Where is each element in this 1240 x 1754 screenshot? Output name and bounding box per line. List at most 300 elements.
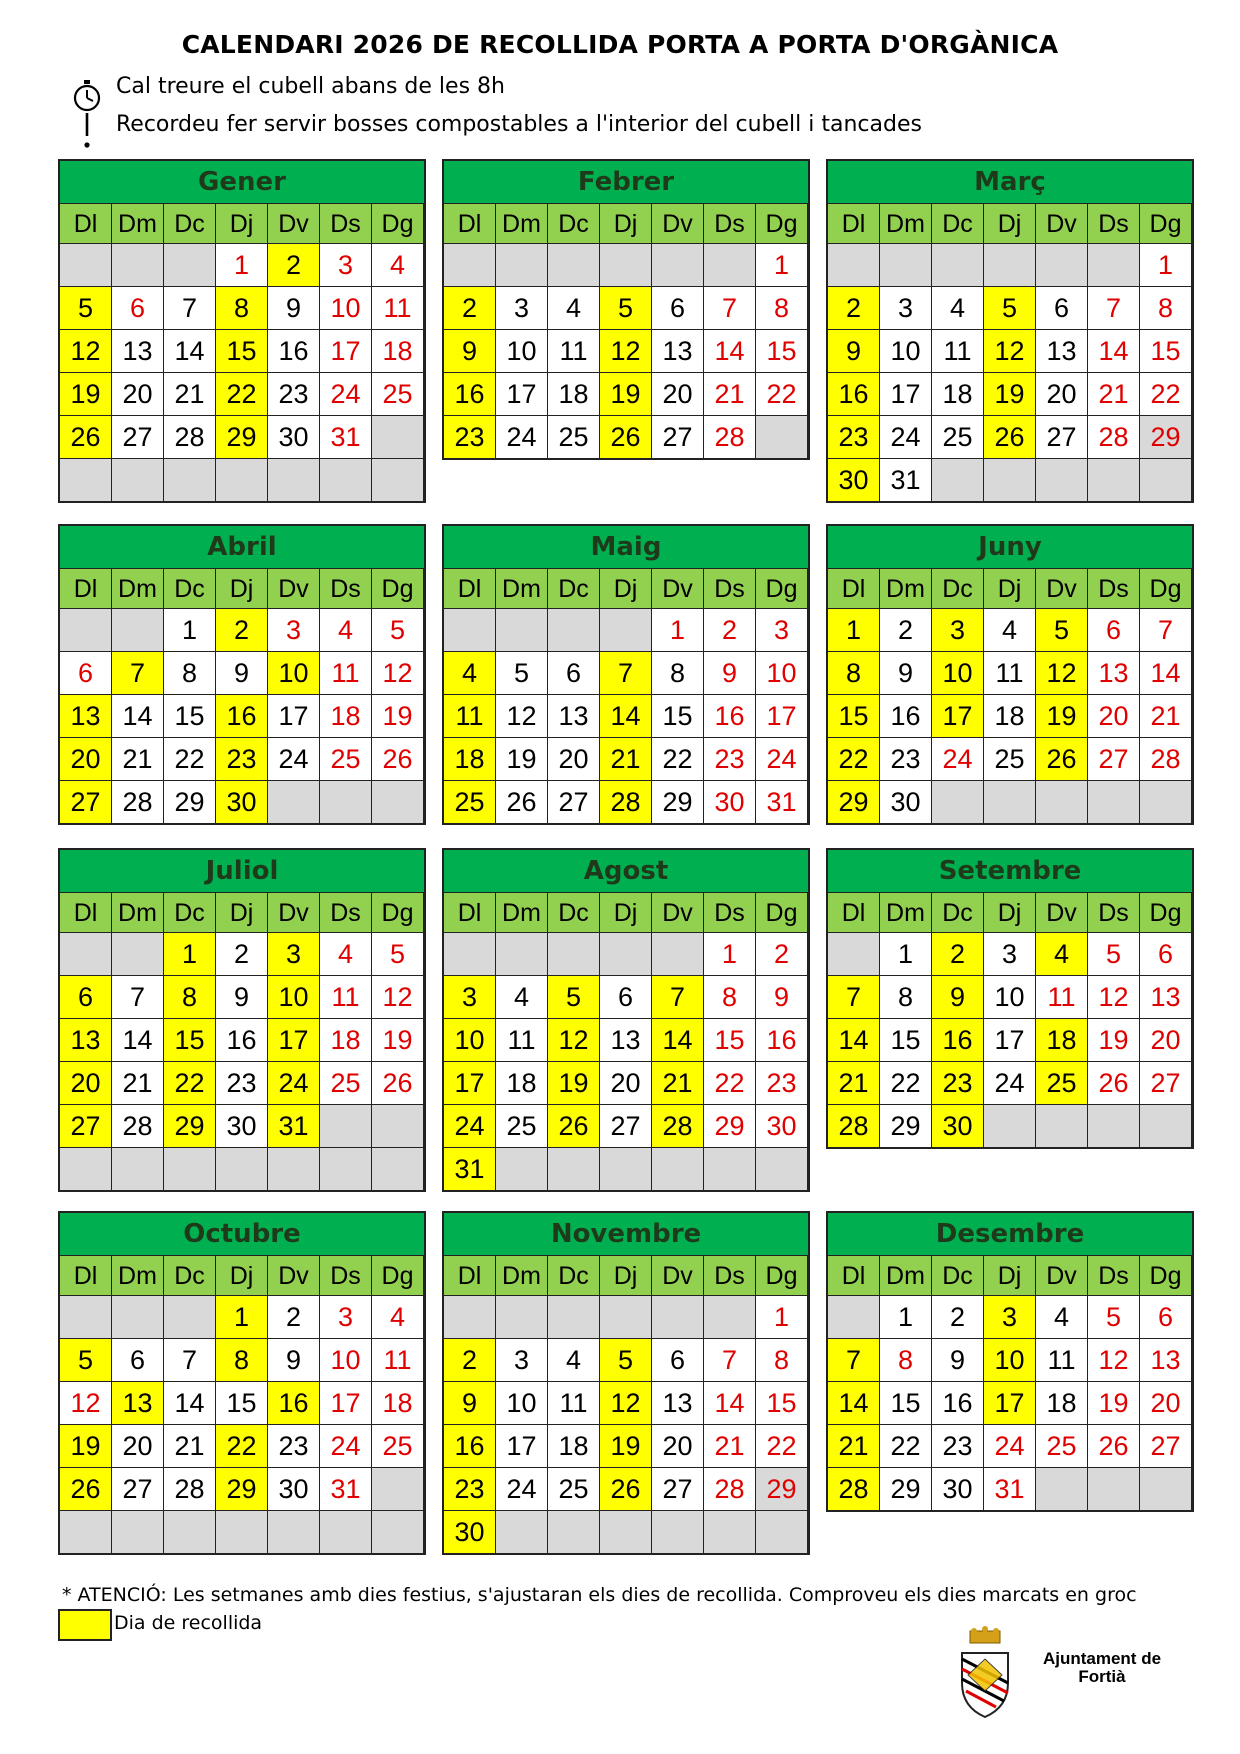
- day-cell: 21: [164, 373, 215, 415]
- day-cell: 1: [756, 244, 807, 286]
- day-cell: 24: [496, 416, 547, 458]
- collection-day-cell: 21: [828, 1425, 879, 1467]
- day-cell: 27: [548, 781, 599, 823]
- day-cell: 17: [320, 330, 371, 372]
- collection-day-cell: 16: [828, 373, 879, 415]
- weekday-label: Dj: [984, 1256, 1035, 1295]
- empty-day-cell: [112, 1511, 163, 1553]
- day-cell: 16: [704, 695, 755, 737]
- day-cell: 1: [756, 1296, 807, 1338]
- collection-day-cell: 22: [828, 738, 879, 780]
- weekday-label: Dl: [828, 204, 879, 243]
- weekday-label: Dm: [112, 1256, 163, 1295]
- day-cell: 28: [1140, 738, 1191, 780]
- collection-day-cell: 9: [932, 976, 983, 1018]
- collection-day-cell: 5: [60, 1339, 111, 1381]
- day-cell: 7: [704, 287, 755, 329]
- day-cell: 25: [1036, 1425, 1087, 1467]
- day-cell: 1: [164, 609, 215, 651]
- day-cell: 11: [548, 330, 599, 372]
- logo-name: [1032, 1650, 1172, 1686]
- collection-day-cell: 2: [268, 244, 319, 286]
- weekday-label: Dg: [756, 204, 807, 243]
- empty-day-cell: [932, 459, 983, 501]
- weekday-label: Dv: [268, 1256, 319, 1295]
- empty-day-cell: [600, 609, 651, 651]
- day-cell: 23: [268, 1425, 319, 1467]
- empty-day-cell: [164, 1148, 215, 1190]
- day-cell: 3: [320, 244, 371, 286]
- day-cell: 7: [164, 1339, 215, 1381]
- empty-day-cell: [984, 244, 1035, 286]
- day-cell: 3: [984, 933, 1035, 975]
- empty-day-cell: [60, 459, 111, 501]
- day-cell: 11: [1036, 1339, 1087, 1381]
- week-row: [60, 1338, 424, 1381]
- collection-day-cell: 8: [216, 287, 267, 329]
- weekday-label: Dg: [1140, 893, 1191, 932]
- weekday-label: Dm: [880, 893, 931, 932]
- month-setembre: [826, 848, 1194, 1149]
- day-cell: 21: [112, 1062, 163, 1104]
- empty-day-cell: [548, 244, 599, 286]
- empty-day-cell: [60, 933, 111, 975]
- empty-day-cell: [164, 1296, 215, 1338]
- day-cell: 13: [652, 1382, 703, 1424]
- day-cell: 13: [112, 330, 163, 372]
- day-cell: 8: [756, 287, 807, 329]
- day-cell: 22: [880, 1425, 931, 1467]
- day-cell: 24: [320, 1425, 371, 1467]
- day-cell: 4: [548, 1339, 599, 1381]
- day-cell: 6: [1036, 287, 1087, 329]
- week-row: [60, 1147, 424, 1190]
- weekday-label: Dg: [756, 1256, 807, 1295]
- empty-day-cell: [1036, 781, 1087, 823]
- day-cell: 25: [548, 416, 599, 458]
- empty-day-cell: [268, 1511, 319, 1553]
- weekday-label: Dc: [164, 569, 215, 608]
- day-cell: 18: [496, 1062, 547, 1104]
- empty-day-cell: [216, 459, 267, 501]
- day-cell: 6: [112, 1339, 163, 1381]
- weekday-label: Dm: [880, 569, 931, 608]
- week-row: [444, 975, 808, 1018]
- day-cell: 1: [880, 933, 931, 975]
- week-row: [828, 694, 1192, 737]
- day-cell: 9: [880, 652, 931, 694]
- collection-day-cell: 1: [164, 933, 215, 975]
- collection-day-cell: 5: [984, 287, 1035, 329]
- week-row: [444, 694, 808, 737]
- week-row: [60, 1424, 424, 1467]
- day-cell: 5: [496, 652, 547, 694]
- weekday-label: Ds: [704, 204, 755, 243]
- day-cell: 24: [320, 373, 371, 415]
- day-cell: 19: [1088, 1019, 1139, 1061]
- weekday-header-row: [444, 892, 808, 932]
- day-cell: 30: [216, 1105, 267, 1147]
- week-row: [444, 932, 808, 975]
- weekday-label: Dj: [216, 893, 267, 932]
- weekday-label: Dl: [444, 204, 495, 243]
- day-cell: 22: [756, 1425, 807, 1467]
- collection-day-cell: 14: [600, 695, 651, 737]
- collection-day-cell: 23: [444, 416, 495, 458]
- week-row: [828, 608, 1192, 651]
- empty-day-cell: [984, 781, 1035, 823]
- collection-day-cell: 5: [600, 1339, 651, 1381]
- week-row: [60, 458, 424, 501]
- collection-day-cell: 26: [60, 1468, 111, 1510]
- week-row: [444, 780, 808, 823]
- day-cell: 17: [880, 373, 931, 415]
- empty-day-cell: [880, 244, 931, 286]
- day-cell: 17: [320, 1382, 371, 1424]
- day-cell: 31: [880, 459, 931, 501]
- day-cell: 15: [1140, 330, 1191, 372]
- empty-day-cell: [372, 781, 423, 823]
- empty-day-cell: [164, 459, 215, 501]
- day-cell: 17: [756, 695, 807, 737]
- week-row: [60, 694, 424, 737]
- empty-day-cell: [216, 1511, 267, 1553]
- day-cell: 21: [1088, 373, 1139, 415]
- collection-day-cell: 26: [548, 1105, 599, 1147]
- empty-day-cell: [372, 1148, 423, 1190]
- collection-day-cell: 9: [444, 330, 495, 372]
- weekday-label: Dg: [372, 569, 423, 608]
- empty-day-cell: [60, 1511, 111, 1553]
- collection-day-cell: 1: [216, 1296, 267, 1338]
- weekday-label: Ds: [320, 893, 371, 932]
- legend-label: Dia de recollida: [114, 1612, 263, 1634]
- day-cell: 27: [1140, 1425, 1191, 1467]
- collection-day-cell: 23: [216, 738, 267, 780]
- collection-day-cell: 18: [1036, 1019, 1087, 1061]
- weekday-label: Dj: [216, 1256, 267, 1295]
- weekday-label: Ds: [1088, 1256, 1139, 1295]
- day-cell: 19: [372, 1019, 423, 1061]
- day-cell: 6: [652, 287, 703, 329]
- collection-day-cell: 25: [1036, 1062, 1087, 1104]
- day-cell: 19: [496, 738, 547, 780]
- weekday-label: Dg: [1140, 204, 1191, 243]
- weekday-label: Dm: [496, 893, 547, 932]
- empty-day-cell: [268, 459, 319, 501]
- collection-day-cell: 12: [548, 1019, 599, 1061]
- day-cell: 21: [112, 738, 163, 780]
- weekday-label: Dv: [268, 569, 319, 608]
- collection-day-cell: 2: [932, 933, 983, 975]
- month-name: Abril: [60, 526, 424, 568]
- empty-day-cell: [496, 933, 547, 975]
- day-cell: 14: [164, 330, 215, 372]
- month-desembre: [826, 1211, 1194, 1512]
- collection-day-cell: 11: [444, 695, 495, 737]
- collection-day-cell: 14: [652, 1019, 703, 1061]
- weekday-label: Ds: [704, 569, 755, 608]
- weekday-label: Dl: [828, 893, 879, 932]
- weekday-label: Dj: [600, 204, 651, 243]
- day-cell: 28: [704, 416, 755, 458]
- day-cell: 28: [112, 1105, 163, 1147]
- day-cell: 29: [880, 1105, 931, 1147]
- day-cell: 10: [320, 1339, 371, 1381]
- week-row: [60, 737, 424, 780]
- collection-day-cell: 21: [828, 1062, 879, 1104]
- collection-day-cell: 17: [932, 695, 983, 737]
- empty-day-cell: [1088, 244, 1139, 286]
- day-cell: 17: [496, 373, 547, 415]
- empty-day-cell: [1036, 1105, 1087, 1147]
- day-cell: 15: [704, 1019, 755, 1061]
- day-cell: 7: [164, 287, 215, 329]
- empty-day-cell: [320, 1105, 371, 1147]
- week-row: [60, 329, 424, 372]
- day-cell: 6: [548, 652, 599, 694]
- collection-day-cell: 5: [548, 976, 599, 1018]
- day-cell: 4: [320, 933, 371, 975]
- empty-day-cell: [932, 781, 983, 823]
- collection-day-cell: 7: [652, 976, 703, 1018]
- day-cell: 30: [756, 1105, 807, 1147]
- day-cell: 28: [164, 416, 215, 458]
- collection-day-cell: 10: [268, 652, 319, 694]
- week-row: [60, 1510, 424, 1553]
- collection-day-cell: 24: [444, 1105, 495, 1147]
- day-cell: 22: [704, 1062, 755, 1104]
- week-row: [828, 415, 1192, 458]
- day-cell: 26: [496, 781, 547, 823]
- week-row: [828, 651, 1192, 694]
- empty-day-cell: [548, 933, 599, 975]
- empty-day-cell: [1088, 459, 1139, 501]
- collection-day-cell: 17: [984, 1382, 1035, 1424]
- day-cell: 11: [496, 1019, 547, 1061]
- week-row: [444, 1061, 808, 1104]
- week-row: [444, 608, 808, 651]
- collection-day-cell: 23: [932, 1062, 983, 1104]
- week-row: [828, 1338, 1192, 1381]
- day-cell: 10: [496, 330, 547, 372]
- day-cell: 8: [704, 976, 755, 1018]
- day-cell: 29: [652, 781, 703, 823]
- day-cell: 20: [1088, 695, 1139, 737]
- weekday-label: Dj: [600, 1256, 651, 1295]
- week-row: [828, 458, 1192, 501]
- week-row: [444, 737, 808, 780]
- weekday-label: Dg: [756, 569, 807, 608]
- collection-day-cell: 30: [828, 459, 879, 501]
- month-name: Juny: [828, 526, 1192, 568]
- empty-day-cell: [1036, 459, 1087, 501]
- day-cell: 27: [112, 1468, 163, 1510]
- collection-day-cell: 27: [60, 1105, 111, 1147]
- day-cell: 30: [268, 416, 319, 458]
- weekday-label: Dm: [112, 893, 163, 932]
- day-cell: 5: [372, 609, 423, 651]
- weekday-label: Ds: [1088, 204, 1139, 243]
- weekday-label: Dc: [932, 569, 983, 608]
- day-cell: 15: [880, 1019, 931, 1061]
- day-cell: 14: [1088, 330, 1139, 372]
- month-mar: [826, 159, 1194, 503]
- empty-day-cell: [496, 1148, 547, 1190]
- day-cell: 12: [372, 976, 423, 1018]
- weekday-label: Dl: [828, 1256, 879, 1295]
- collection-day-cell: 24: [268, 1062, 319, 1104]
- collection-day-cell: 26: [984, 416, 1035, 458]
- weekday-label: Dg: [372, 1256, 423, 1295]
- empty-day-cell: [932, 244, 983, 286]
- empty-day-cell: [268, 781, 319, 823]
- weekday-label: Dc: [548, 1256, 599, 1295]
- empty-day-cell: [1088, 1468, 1139, 1510]
- empty-day-cell: [164, 1511, 215, 1553]
- empty-day-cell: [268, 1148, 319, 1190]
- day-cell: 11: [372, 1339, 423, 1381]
- weekday-label: Dc: [164, 204, 215, 243]
- weekday-label: Ds: [320, 204, 371, 243]
- collection-day-cell: 7: [112, 652, 163, 694]
- day-cell: 28: [704, 1468, 755, 1510]
- empty-day-cell: [372, 1468, 423, 1510]
- collection-day-cell: 19: [548, 1062, 599, 1104]
- weekday-label: Dc: [932, 204, 983, 243]
- week-row: [60, 780, 424, 823]
- weekday-header-row: [444, 1255, 808, 1295]
- empty-day-cell: [652, 1148, 703, 1190]
- day-cell: 31: [984, 1468, 1035, 1510]
- weekday-header-row: [60, 1255, 424, 1295]
- collection-day-cell: 10: [932, 652, 983, 694]
- day-cell: 27: [652, 416, 703, 458]
- day-cell: 11: [320, 652, 371, 694]
- empty-day-cell: [496, 244, 547, 286]
- day-cell: 20: [1140, 1382, 1191, 1424]
- day-cell: 21: [1140, 695, 1191, 737]
- day-cell: 18: [320, 1019, 371, 1061]
- day-cell: 5: [1088, 933, 1139, 975]
- day-cell: 18: [548, 1425, 599, 1467]
- day-cell: 18: [372, 330, 423, 372]
- day-cell: 2: [756, 933, 807, 975]
- week-row: [444, 1381, 808, 1424]
- day-cell: 14: [1140, 652, 1191, 694]
- month-febrer: [442, 159, 810, 460]
- day-cell: 27: [112, 416, 163, 458]
- weekday-label: Dg: [756, 893, 807, 932]
- week-row: [60, 1467, 424, 1510]
- empty-day-cell: [548, 1296, 599, 1338]
- collection-day-cell: 29: [216, 416, 267, 458]
- collection-day-cell: 28: [652, 1105, 703, 1147]
- month-maig: [442, 524, 810, 825]
- collection-day-cell: 28: [828, 1468, 879, 1510]
- day-cell: 18: [984, 695, 1035, 737]
- collection-day-cell: 5: [60, 287, 111, 329]
- weekday-label: Dj: [216, 204, 267, 243]
- weekday-label: Dv: [268, 893, 319, 932]
- collection-day-cell: 17: [444, 1062, 495, 1104]
- week-row: [444, 243, 808, 286]
- week-row: [828, 780, 1192, 823]
- day-cell: 29: [164, 781, 215, 823]
- week-row: [444, 1424, 808, 1467]
- weekday-label: Dg: [372, 893, 423, 932]
- month-name: Desembre: [828, 1213, 1192, 1255]
- collection-day-cell: 20: [60, 1062, 111, 1104]
- day-cell: 6: [652, 1339, 703, 1381]
- month-juliol: [58, 848, 426, 1192]
- weekday-label: Dm: [880, 204, 931, 243]
- collection-day-cell: 2: [216, 609, 267, 651]
- day-cell: 25: [496, 1105, 547, 1147]
- day-cell: 25: [372, 1425, 423, 1467]
- empty-day-cell: [1140, 781, 1191, 823]
- collection-day-cell: 14: [828, 1382, 879, 1424]
- collection-day-cell: 13: [60, 695, 111, 737]
- day-cell: 7: [1140, 609, 1191, 651]
- day-cell: 8: [880, 976, 931, 1018]
- day-cell: 25: [932, 416, 983, 458]
- empty-day-cell: [704, 1296, 755, 1338]
- collection-day-cell: 28: [600, 781, 651, 823]
- collection-day-cell: 8: [216, 1339, 267, 1381]
- day-cell: 3: [756, 609, 807, 651]
- weekday-label: Dm: [496, 204, 547, 243]
- collection-day-cell: 22: [216, 1425, 267, 1467]
- note-take-out-bin: Cal treure el cubell abans de les 8h: [116, 74, 505, 99]
- collection-day-cell: 19: [600, 373, 651, 415]
- weekday-label: Dv: [652, 204, 703, 243]
- weekday-label: Dm: [496, 569, 547, 608]
- weekday-label: Dc: [932, 1256, 983, 1295]
- day-cell: 18: [1036, 1382, 1087, 1424]
- day-cell: 12: [372, 652, 423, 694]
- week-row: [60, 1018, 424, 1061]
- month-name: Juliol: [60, 850, 424, 892]
- day-cell: 30: [268, 1468, 319, 1510]
- empty-day-cell: [1036, 244, 1087, 286]
- collection-day-cell: 5: [600, 287, 651, 329]
- collection-day-cell: 26: [600, 1468, 651, 1510]
- empty-day-cell: [652, 1511, 703, 1553]
- weekday-label: Dj: [984, 569, 1035, 608]
- month-name: Març: [828, 161, 1192, 203]
- week-row: [828, 1018, 1192, 1061]
- week-row: [828, 243, 1192, 286]
- day-cell: 5: [1088, 1296, 1139, 1338]
- week-row: [60, 372, 424, 415]
- empty-day-cell: [372, 459, 423, 501]
- week-row: [828, 1424, 1192, 1467]
- week-row: [444, 329, 808, 372]
- day-cell: 11: [548, 1382, 599, 1424]
- empty-day-cell: [112, 244, 163, 286]
- weekday-label: Dc: [548, 204, 599, 243]
- month-gener: [58, 159, 426, 503]
- collection-day-cell: 6: [60, 976, 111, 1018]
- day-cell: 20: [652, 373, 703, 415]
- month-juny: [826, 524, 1194, 825]
- week-row: [60, 243, 424, 286]
- week-row: [444, 372, 808, 415]
- collection-day-cell: 15: [828, 695, 879, 737]
- collection-day-cell: 9: [444, 1382, 495, 1424]
- weekday-header-row: [60, 568, 424, 608]
